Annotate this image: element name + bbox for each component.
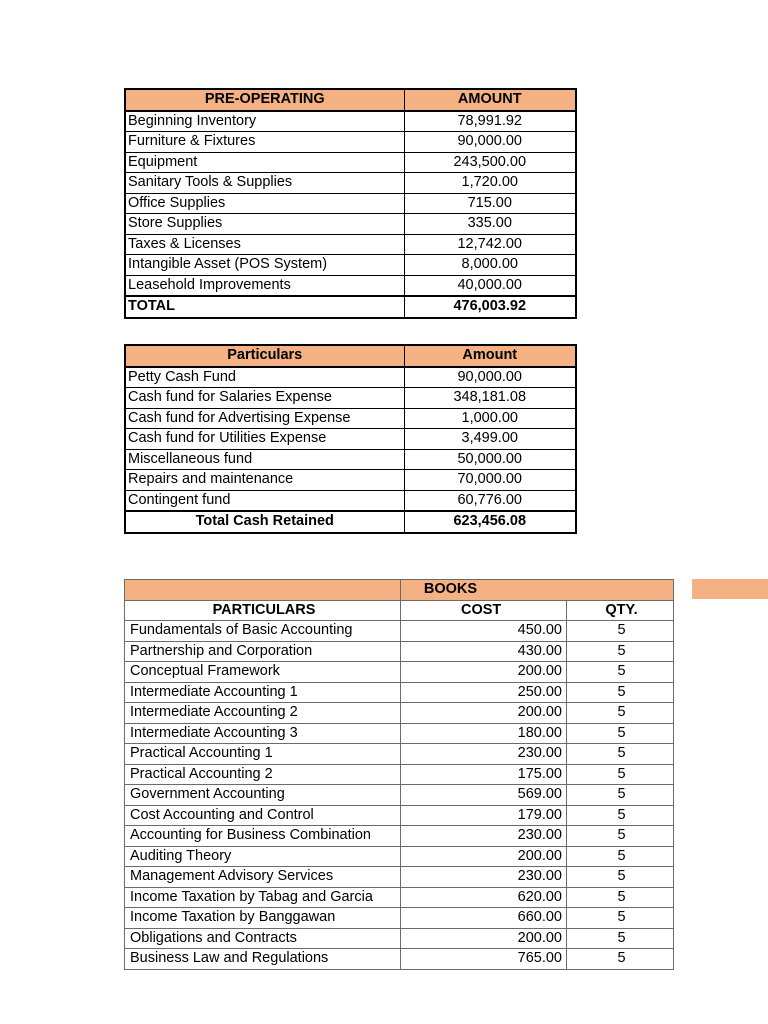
cash-item-amount: 60,776.00: [404, 490, 576, 511]
table-row: [125, 173, 576, 194]
book-cost: 660.00: [401, 908, 567, 929]
preoperating-item-amount: 90,000.00: [404, 132, 576, 153]
books-header-particulars: PARTICULARS: [125, 600, 401, 621]
book-name: Partnership and Corporation: [125, 641, 401, 662]
book-name: Conceptual Framework: [125, 662, 401, 683]
table-row: [125, 662, 674, 683]
table-row: [125, 621, 674, 642]
book-cost: 200.00: [401, 928, 567, 949]
book-qty: 5: [567, 703, 674, 724]
table-row: [125, 826, 674, 847]
table-row: [125, 723, 674, 744]
table-row: [125, 388, 576, 409]
book-qty: 5: [567, 641, 674, 662]
table-row: [125, 490, 576, 511]
preoperating-item-amount: 335.00: [404, 214, 576, 235]
cash-total-amount: 623,456.08: [404, 511, 576, 533]
book-cost: 620.00: [401, 887, 567, 908]
cash-item-amount: 3,499.00: [404, 429, 576, 450]
books-header-strip: [692, 579, 768, 599]
table-row: [125, 908, 674, 929]
book-name: Business Law and Regulations: [125, 949, 401, 970]
table-row: [125, 111, 576, 132]
table-row: [125, 744, 674, 765]
book-cost: 200.00: [401, 703, 567, 724]
preoperating-total-label: TOTAL: [125, 296, 404, 318]
preoperating-item-label: Intangible Asset (POS System): [125, 255, 404, 276]
cash-item-label: Contingent fund: [125, 490, 404, 511]
book-qty: 5: [567, 621, 674, 642]
book-name: Income Taxation by Banggawan: [125, 908, 401, 929]
table-row: [125, 846, 674, 867]
book-qty: 5: [567, 682, 674, 703]
preoperating-table: [124, 88, 577, 319]
table-row: [125, 296, 576, 318]
book-qty: 5: [567, 723, 674, 744]
book-name: Cost Accounting and Control: [125, 805, 401, 826]
table-row: [125, 682, 674, 703]
book-cost: 200.00: [401, 662, 567, 683]
preoperating-header-amount: AMOUNT: [404, 89, 576, 111]
cash-header-amount: Amount: [404, 345, 576, 367]
table-row: [125, 132, 576, 153]
cash-header-label: Particulars: [125, 345, 404, 367]
book-qty: 5: [567, 826, 674, 847]
book-cost: 230.00: [401, 744, 567, 765]
cash-total-label: Total Cash Retained: [125, 511, 404, 533]
preoperating-item-label: Office Supplies: [125, 193, 404, 214]
table-row: [125, 367, 576, 388]
preoperating-item-label: Store Supplies: [125, 214, 404, 235]
table-row: [125, 928, 674, 949]
table-row: [125, 449, 576, 470]
table-row: [125, 193, 576, 214]
cash-particulars-table: [124, 344, 577, 534]
books-title: [401, 580, 674, 601]
cash-item-label: Petty Cash Fund: [125, 367, 404, 388]
cash-item-label: Cash fund for Utilities Expense: [125, 429, 404, 450]
table-row: [125, 152, 576, 173]
preoperating-item-label: Leasehold Improvements: [125, 275, 404, 296]
preoperating-item-amount: 78,991.92: [404, 111, 576, 132]
book-qty: 5: [567, 764, 674, 785]
cash-item-amount: 70,000.00: [404, 470, 576, 491]
book-cost: 230.00: [401, 867, 567, 888]
cash-item-label: Cash fund for Salaries Expense: [125, 388, 404, 409]
book-cost: 765.00: [401, 949, 567, 970]
table-row: [125, 887, 674, 908]
cash-item-label: Cash fund for Advertising Expense: [125, 408, 404, 429]
book-qty: 5: [567, 867, 674, 888]
book-name: Obligations and Contracts: [125, 928, 401, 949]
book-name: Fundamentals of Basic Accounting: [125, 621, 401, 642]
preoperating-item-label: Beginning Inventory: [125, 111, 404, 132]
book-name: Practical Accounting 1: [125, 744, 401, 765]
cash-item-label: Repairs and maintenance: [125, 470, 404, 491]
book-name: Practical Accounting 2: [125, 764, 401, 785]
book-name: Income Taxation by Tabag and Garcia: [125, 887, 401, 908]
table-row: [125, 408, 576, 429]
table-row: [125, 214, 576, 235]
book-name: Accounting for Business Combination: [125, 826, 401, 847]
preoperating-total-amount: 476,003.92: [404, 296, 576, 318]
book-name: Intermediate Accounting 3: [125, 723, 401, 744]
table-row: [125, 867, 674, 888]
books-header-cost: COST: [401, 600, 567, 621]
books-header-qty: QTY.: [567, 600, 674, 621]
book-qty: 5: [567, 805, 674, 826]
books-title-text: BOOKS: [423, 581, 478, 598]
book-qty: 5: [567, 908, 674, 929]
book-name: Auditing Theory: [125, 846, 401, 867]
table-row: [125, 641, 674, 662]
preoperating-item-amount: 715.00: [404, 193, 576, 214]
cash-item-amount: 348,181.08: [404, 388, 576, 409]
book-cost: 179.00: [401, 805, 567, 826]
book-qty: 5: [567, 846, 674, 867]
book-qty: 5: [567, 928, 674, 949]
book-cost: 569.00: [401, 785, 567, 806]
table-row: [125, 275, 576, 296]
preoperating-header-label: PRE-OPERATING: [125, 89, 404, 111]
book-cost: 175.00: [401, 764, 567, 785]
book-qty: 5: [567, 785, 674, 806]
cash-item-label: Miscellaneous fund: [125, 449, 404, 470]
preoperating-item-amount: 8,000.00: [404, 255, 576, 276]
table-row: [125, 805, 674, 826]
book-cost: 450.00: [401, 621, 567, 642]
cash-item-amount: 1,000.00: [404, 408, 576, 429]
book-name: Government Accounting: [125, 785, 401, 806]
table-row: [125, 703, 674, 724]
preoperating-item-label: Sanitary Tools & Supplies: [125, 173, 404, 194]
table-row: [125, 429, 576, 450]
book-qty: 5: [567, 887, 674, 908]
table-row: [125, 234, 576, 255]
preoperating-item-label: Furniture & Fixtures: [125, 132, 404, 153]
preoperating-item-amount: 40,000.00: [404, 275, 576, 296]
cash-item-amount: 50,000.00: [404, 449, 576, 470]
book-qty: 5: [567, 662, 674, 683]
book-name: Intermediate Accounting 2: [125, 703, 401, 724]
table-row: [125, 470, 576, 491]
table-row: [125, 949, 674, 970]
books-title-spacer: [125, 580, 401, 601]
book-name: Intermediate Accounting 1: [125, 682, 401, 703]
book-qty: 5: [567, 949, 674, 970]
table-row: [125, 255, 576, 276]
preoperating-item-label: Taxes & Licenses: [125, 234, 404, 255]
preoperating-item-label: Equipment: [125, 152, 404, 173]
book-cost: 180.00: [401, 723, 567, 744]
book-name: Management Advisory Services: [125, 867, 401, 888]
preoperating-item-amount: 243,500.00: [404, 152, 576, 173]
table-row: [125, 785, 674, 806]
book-cost: 250.00: [401, 682, 567, 703]
books-table: [124, 579, 674, 970]
preoperating-item-amount: 12,742.00: [404, 234, 576, 255]
book-cost: 430.00: [401, 641, 567, 662]
book-cost: 230.00: [401, 826, 567, 847]
cash-item-amount: 90,000.00: [404, 367, 576, 388]
book-cost: 200.00: [401, 846, 567, 867]
table-row: [125, 764, 674, 785]
table-row: [125, 511, 576, 533]
book-qty: 5: [567, 744, 674, 765]
preoperating-item-amount: 1,720.00: [404, 173, 576, 194]
